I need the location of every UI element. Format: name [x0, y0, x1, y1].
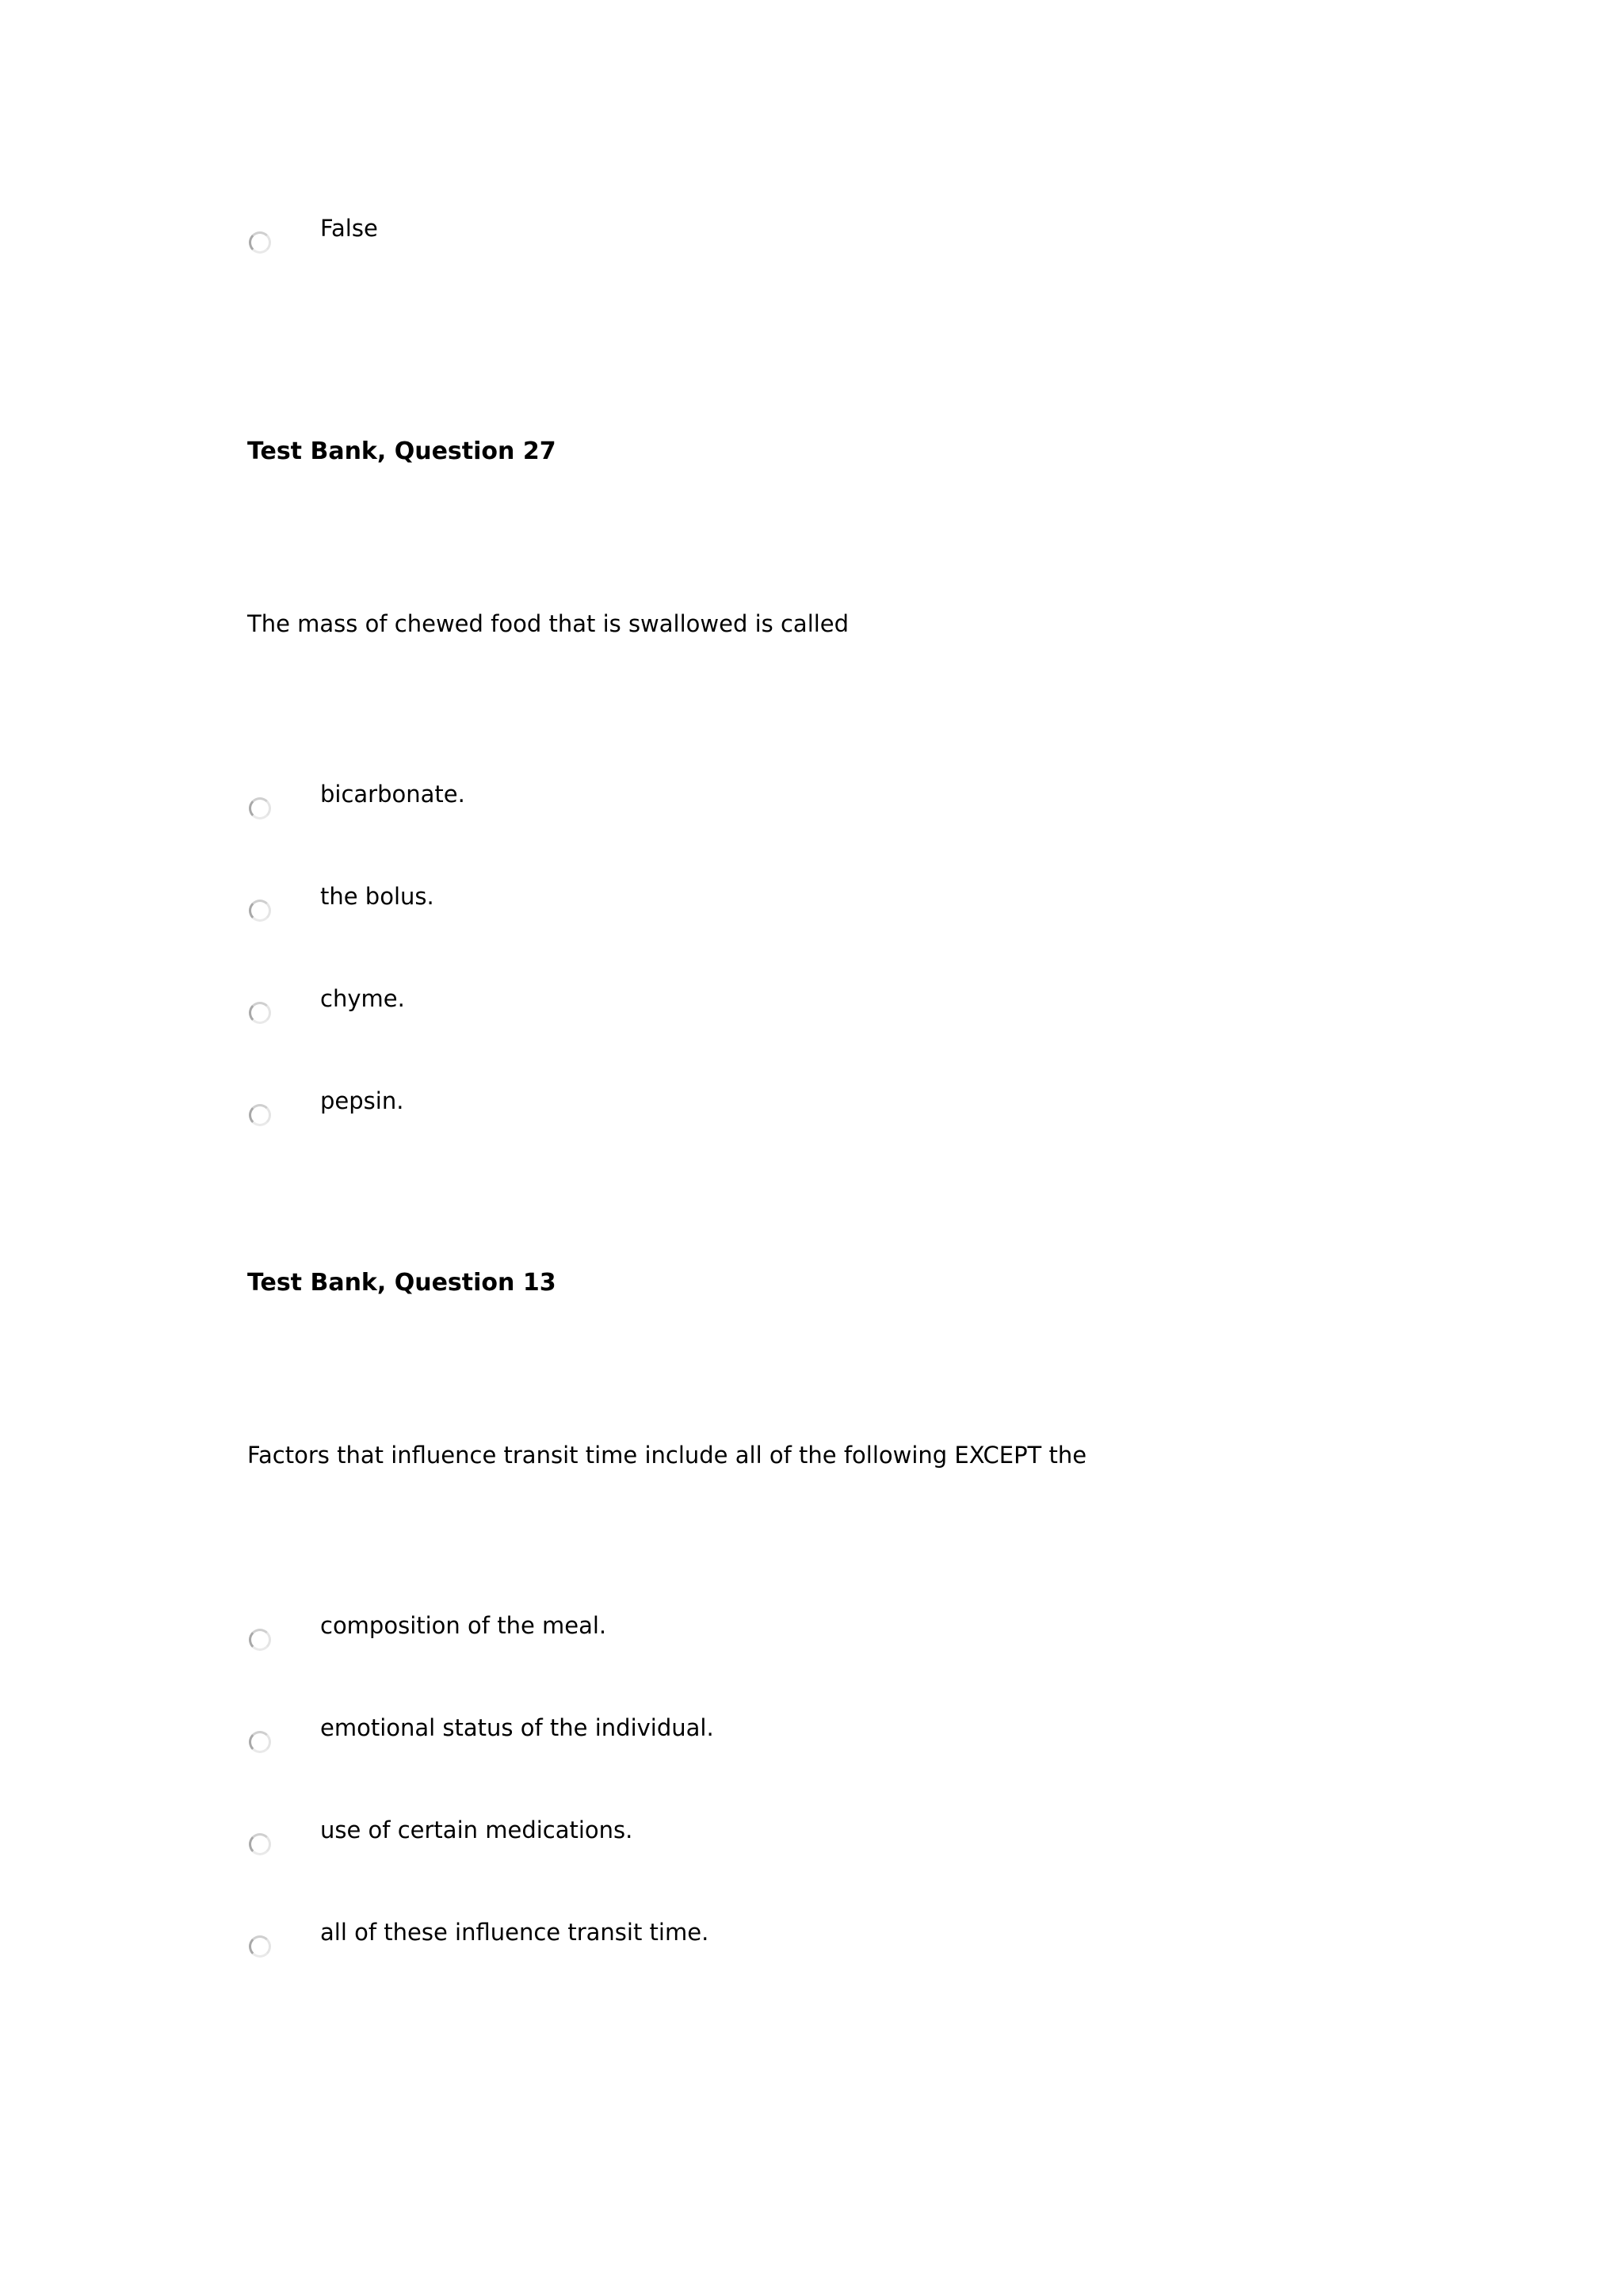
radio-button[interactable]	[249, 1002, 271, 1024]
radio-button[interactable]	[249, 1629, 271, 1651]
question-text: Factors that influence transit time include all of the following EXCEPT the	[247, 1442, 1087, 1469]
question-heading: Test Bank, Question 13	[247, 1269, 556, 1297]
answer-option-label: composition of the meal.	[320, 1612, 607, 1639]
radio-button[interactable]	[249, 797, 271, 819]
radio-button[interactable]	[249, 900, 271, 922]
radio-button[interactable]	[249, 1833, 271, 1855]
question-text: The mass of chewed food that is swallowed is called	[247, 610, 850, 637]
question-heading: Test Bank, Question 27	[247, 437, 556, 465]
answer-option-label: False	[320, 215, 378, 242]
answer-option-label: the bolus.	[320, 883, 434, 910]
radio-button[interactable]	[249, 1935, 271, 1958]
answer-option-label: emotional status of the individual.	[320, 1714, 714, 1741]
radio-button[interactable]	[249, 1104, 271, 1126]
answer-option-label: all of these influence transit time.	[320, 1919, 709, 1946]
radio-button[interactable]	[249, 231, 271, 254]
answer-option-label: chyme.	[320, 985, 405, 1012]
radio-button[interactable]	[249, 1731, 271, 1753]
answer-option-label: bicarbonate.	[320, 781, 465, 808]
answer-option-label: use of certain medications.	[320, 1817, 633, 1843]
answer-option-label: pepsin.	[320, 1087, 404, 1114]
